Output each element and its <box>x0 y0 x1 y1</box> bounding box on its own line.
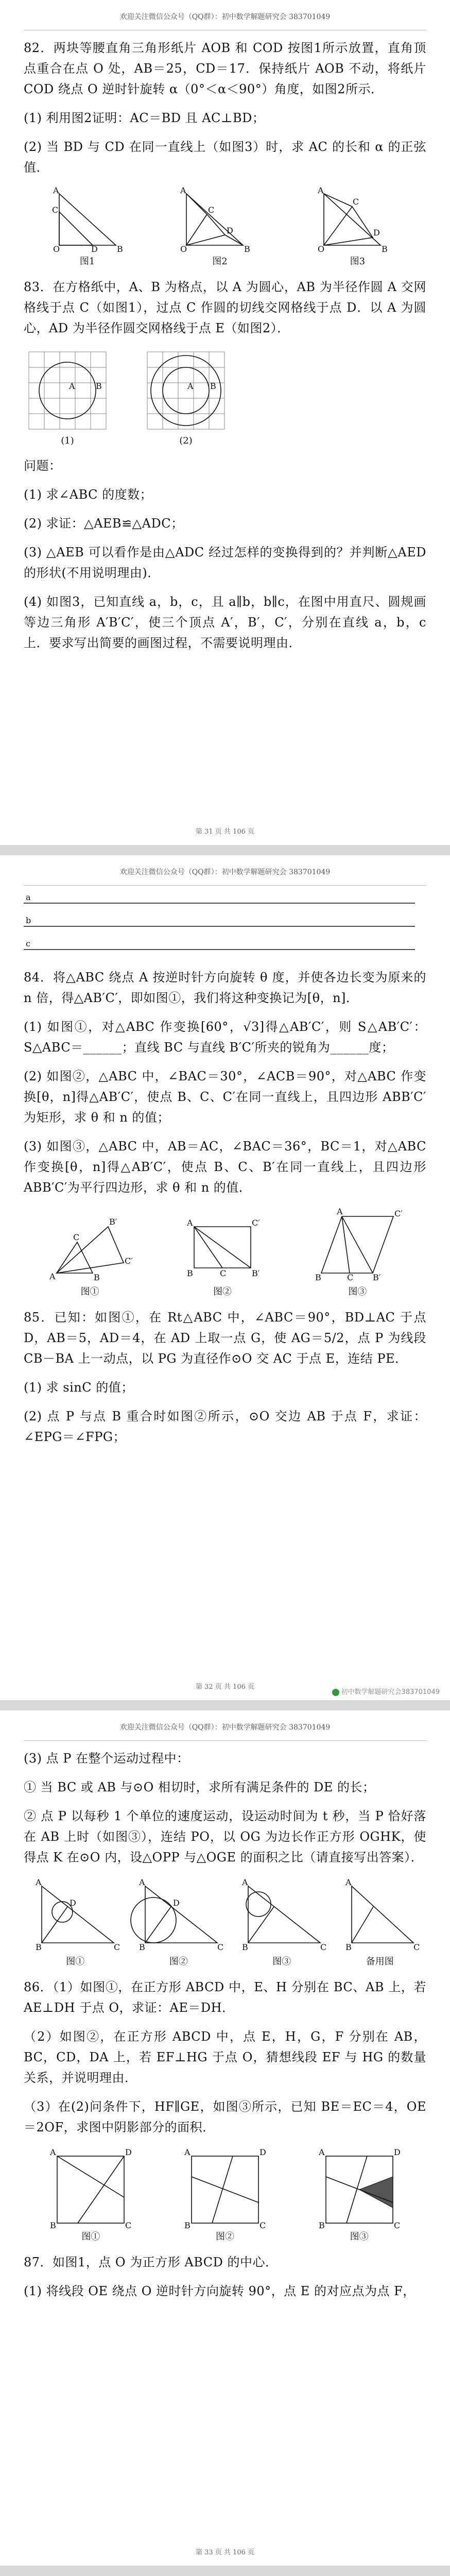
q83-stem: 83．在方格纸中，A、B 为格点，以 A 为圆心，AB 为半径作圆 A 交网格线于点 C（如图1），过点 C 作圆的切线交网格线于点 D．以 A 为圆心，AD 为半径作圆交网格线于点 E（如图2）． <box>24 280 426 335</box>
page-footer: 第 33 页 共 106 页 <box>195 2549 255 2556</box>
caption: 图② <box>215 2231 234 2242</box>
svg-text:B: B <box>244 244 250 254</box>
q84-diagram-2 <box>179 1206 266 1283</box>
q82-figures <box>24 186 426 267</box>
svg-text:B: B <box>184 2221 191 2230</box>
svg-text:A: A <box>345 1877 352 1887</box>
caption: 图② <box>213 1286 232 1297</box>
q82-diagram-2 <box>176 186 264 253</box>
q85-part2: (2) 点 P 与点 B 重合时如图②所示，⊙O 交边 AB 于点 F，求证：∠EPG＝∠FPG； <box>24 1409 426 1444</box>
q84-stem: 84．将△ABC 绕点 A 按逆时针方向旋转 θ 度，并使各边长变为原来的 n 倍，得△AB′C′，即如图①，我们将这种变换记为[θ，n]． <box>24 970 426 1005</box>
svg-text:A: A <box>180 185 186 195</box>
q85-part3-2: ② 点 P 以每秒 1 个单位的速度运动，设运动时间为 t 秒，当 P 恰好落在 AB 上时（如图③），连结 PO，以 OG 为边长作正方形 OGHK，使得点 K 在⊙O 内，设△OPP 与△OGE 的面积之比（请直接写出答案）． <box>24 1809 426 1865</box>
q84-figure-3 <box>311 1206 404 1298</box>
page-32 <box>0 855 450 1700</box>
watermark: 初中数学解题研究会383701049 <box>332 1686 440 1696</box>
svg-text:C: C <box>217 1942 223 1952</box>
q83-figure-1 <box>24 347 111 446</box>
q83-grid-1 <box>24 347 111 434</box>
q85-diagram-1 <box>31 1876 119 1953</box>
page-footer: 第 31 页 共 106 页 <box>195 828 255 836</box>
svg-text:B: B <box>96 381 102 391</box>
svg-text:A: A <box>36 1877 42 1887</box>
q85-part3: (3) 点 P 在整个运动过程中： <box>24 1751 189 1766</box>
page-header: 欢迎关注微信公众号（QQ群）：初中数学解题研究会 383701049 <box>24 855 426 886</box>
caption: 图③ <box>350 2231 369 2242</box>
q86-figure-2 <box>181 2146 269 2243</box>
q85-diagram-3 <box>238 1876 325 1953</box>
q87-part1: (1) 将线段 OE 绕点 O 逆时针方向旋转 90°，点 E 的对应点为点 F， <box>24 2284 416 2298</box>
q83-part4: (4) 如图3，已知直线 a，b，c，且 a∥b，b∥c，在图中用直尺、圆规画等边三角形 A′B′C′，使三个顶点 A′，B′，C′，分别在直线 a，b，c 上．要求写出简要的画图过程，不需要说明理由． <box>24 595 426 650</box>
q85-diagram-2 <box>135 1876 222 1953</box>
svg-text:B: B <box>382 244 388 254</box>
svg-text:C: C <box>347 1273 354 1282</box>
svg-text:D: D <box>172 1898 180 1908</box>
q86-diagram-1 <box>47 2146 134 2228</box>
svg-text:C: C <box>320 1942 327 1952</box>
svg-text:C: C <box>353 197 359 207</box>
svg-text:O: O <box>180 244 187 254</box>
q84-part2: (2) 如图②，△ABC 中，∠BAC＝30°，∠ACB＝90°，对△ABC 作变换[θ，n]得△AB′C′，使点 B、C、C′在同一直线上，且四边形 ABB′C′为矩形，求 θ 和 n 的值； <box>24 1069 426 1125</box>
svg-text:C′: C′ <box>124 1256 133 1266</box>
svg-text:A: A <box>50 2147 56 2157</box>
q84-figure-2 <box>179 1206 266 1298</box>
svg-text:B: B <box>315 1273 322 1282</box>
svg-text:C: C <box>413 1942 420 1952</box>
q82-stem: 82．两块等腰直角三角形纸片 AOB 和 COD 按图1所示放置，直角顶点重合在点 O 处，AB＝25，CD＝17．保持纸片 AOB 不动，将纸片 COD 绕点 O 逆时针旋转 α（0°＜α＜90°）角度，如图2所示． <box>24 41 426 96</box>
svg-text:C: C <box>259 2221 266 2230</box>
q83-part3: (3) △AEB 可以看作是由△ADC 经过怎样的变换得到的？并判断△AED 的形状(不用说明理由)． <box>24 545 426 580</box>
svg-text:B′: B′ <box>373 1273 381 1282</box>
caption: 图③ <box>272 1956 291 1967</box>
q82-figure-2 <box>176 186 264 267</box>
q83-part2: (2) 求证：△AEB≌△ADC； <box>24 516 184 531</box>
q85-figures <box>24 1876 426 1968</box>
line-b-label: b <box>26 916 31 925</box>
line-a-label: a <box>26 892 31 902</box>
svg-text:B: B <box>345 1942 352 1952</box>
svg-text:A: A <box>184 2147 191 2157</box>
q82-part1: (1) 利用图2证明：AC＝BD 且 AC⊥BD； <box>24 111 265 125</box>
q86-part3: （3）在(2)问条件下，HF∥GE，如图③所示，已知 BE＝EC＝4，OE＝2OF，求图中阴影部分的面积． <box>24 2099 426 2134</box>
caption: (2) <box>179 435 193 446</box>
svg-text:C′: C′ <box>394 1209 403 1218</box>
caption: 图① <box>66 1956 85 1967</box>
q86-part1: 86．（1）如图①，在正方形 ABCD 中，E、H 分别在 BC、AB 上，若 AE⊥DH 于点 O，求证：AE＝DH． <box>24 1980 426 2015</box>
q85-part3-1: ① 当 BC 或 AB 与⊙O 相切时，求所有满足条件的 DE 的长； <box>24 1780 375 1794</box>
caption: 图1 <box>79 256 95 267</box>
page-header: 欢迎关注微信公众号（QQ群）：初中数学解题研究会 383701049 <box>24 0 426 30</box>
svg-text:C′: C′ <box>251 1218 260 1228</box>
svg-text:C: C <box>51 205 58 215</box>
svg-text:C: C <box>393 2221 400 2230</box>
q86-diagram-2 <box>181 2146 269 2228</box>
line-c-label: c <box>26 939 30 948</box>
caption: 图① <box>81 2231 100 2242</box>
q82-part2: (2) 当 BD 与 CD 在同一直线上（如图3）时，求 AC 的长和 α 的正弦值． <box>24 140 426 175</box>
q83-grid-2 <box>142 347 230 434</box>
q85-figure-1 <box>31 1876 119 1968</box>
svg-text:B: B <box>93 1273 100 1282</box>
caption: 图3 <box>350 256 366 267</box>
caption: 备用图 <box>366 1956 394 1967</box>
svg-text:B: B <box>116 244 123 254</box>
svg-text:D: D <box>393 2147 401 2157</box>
q86-figure-1 <box>47 2146 134 2243</box>
svg-text:B: B <box>186 1268 193 1278</box>
q86-diagram-3 <box>316 2146 403 2228</box>
page-footer: 第 32 页 共 106 页 <box>195 1683 255 1691</box>
svg-text:B: B <box>242 1942 249 1952</box>
caption: 图② <box>169 1956 188 1967</box>
svg-text:D: D <box>91 244 98 254</box>
q84-diagram-1 <box>46 1206 134 1283</box>
q84-part1: (1) 如图①，对△ABC 作变换[60°，√3]得△AB′C′，则 S△AB′C′：S△ABC＝______；直线 BC 与直线 B′C′所夹的锐角为______度； <box>24 1020 426 1055</box>
q85-figure-spare <box>341 1876 419 1968</box>
q86-figure-3 <box>316 2146 403 2243</box>
q84-part3: (3) 如图③，△ABC 中，AB＝AC，∠BAC＝36°，BC＝1，对△ABC 作变换[θ，n]得△AB′C′，使点 B、C、B′在同一直线上，且四边形 ABB′C′为平行四边形，求 θ 和 n 的值． <box>24 1139 426 1195</box>
svg-text:A: A <box>318 2147 325 2157</box>
page-31 <box>0 0 450 845</box>
svg-text:A: A <box>139 1877 145 1887</box>
svg-text:A: A <box>53 185 59 195</box>
q85-figure-2 <box>135 1876 222 1968</box>
caption: 图2 <box>212 256 228 267</box>
svg-text:A: A <box>318 185 324 195</box>
caption: 图③ <box>348 1286 367 1297</box>
svg-text:D: D <box>125 2147 132 2157</box>
q82-figure-3 <box>314 186 401 267</box>
q83-parallel-lines <box>24 893 425 960</box>
svg-text:C: C <box>207 205 215 215</box>
caption: (1) <box>61 435 74 446</box>
q84-figures <box>24 1206 426 1298</box>
svg-text:A: A <box>337 1207 343 1216</box>
svg-text:O: O <box>318 244 325 254</box>
svg-text:A: A <box>49 1272 56 1281</box>
page-33 <box>0 1710 450 2566</box>
svg-text:A: A <box>187 381 194 391</box>
svg-text:C: C <box>73 1232 79 1242</box>
caption: 图① <box>80 1286 99 1297</box>
svg-text:A: A <box>69 381 75 391</box>
svg-text:B: B <box>139 1942 145 1952</box>
svg-text:C: C <box>219 1268 227 1278</box>
q83-question-intro: 问题： <box>24 459 62 473</box>
svg-text:A: A <box>242 1877 248 1887</box>
q82-diagram-1 <box>49 186 126 253</box>
svg-text:B: B <box>36 1942 42 1952</box>
svg-text:B: B <box>50 2221 57 2230</box>
q83-part1: (1) 求∠ABC 的度数； <box>24 487 153 502</box>
svg-text:O: O <box>53 244 60 254</box>
q84-figure-1 <box>46 1206 134 1298</box>
svg-text:B: B <box>318 2221 325 2230</box>
q85-part1: (1) 求 sinC 的值； <box>24 1380 134 1395</box>
q87-stem: 87．如图1，点 O 为正方形 ABCD 的中心． <box>24 2255 278 2269</box>
svg-text:B′: B′ <box>251 1268 260 1278</box>
svg-text:D: D <box>70 1898 77 1908</box>
q86-part2: （2）如图②，在正方形 ABCD 中，点 E，H，G，F 分别在 AB，BC，CD，DA 上，若 EF⊥HG 于点 O，猜想线段 EF 与 HG 的数量关系，并说明理由． <box>24 2029 426 2085</box>
q86-figures <box>24 2146 426 2243</box>
q85-diagram-spare <box>341 1876 419 1953</box>
svg-text:D: D <box>259 2147 266 2157</box>
svg-text:D: D <box>226 226 233 235</box>
q82-diagram-3 <box>314 186 401 253</box>
q85-figure-3 <box>238 1876 325 1968</box>
svg-text:D: D <box>373 228 380 238</box>
svg-text:B′: B′ <box>109 1217 117 1227</box>
wechat-icon <box>332 1689 339 1696</box>
svg-text:A: A <box>186 1218 193 1228</box>
q83-figure-2 <box>142 347 230 446</box>
svg-text:C: C <box>125 2221 132 2230</box>
q82-figure-1 <box>49 186 126 267</box>
q83-figures <box>24 347 426 446</box>
page-header: 欢迎关注微信公众号（QQ群）：初中数学解题研究会 383701049 <box>24 1710 426 1741</box>
svg-text:C: C <box>114 1942 120 1952</box>
q84-diagram-3 <box>311 1206 404 1283</box>
svg-text:B: B <box>210 381 216 391</box>
q85-stem: 85．已知：如图①，在 Rt△ABC 中，∠ABC＝90°，BD⊥AC 于点 D，AB＝5，AD＝4，在 AD 上取一点 G，使 AG＝5/2，点 P 为线段 CB－BA 上一动点，以 PG 为直径作⊙O 交 AC 于点 E，连结 PE． <box>24 1310 426 1366</box>
